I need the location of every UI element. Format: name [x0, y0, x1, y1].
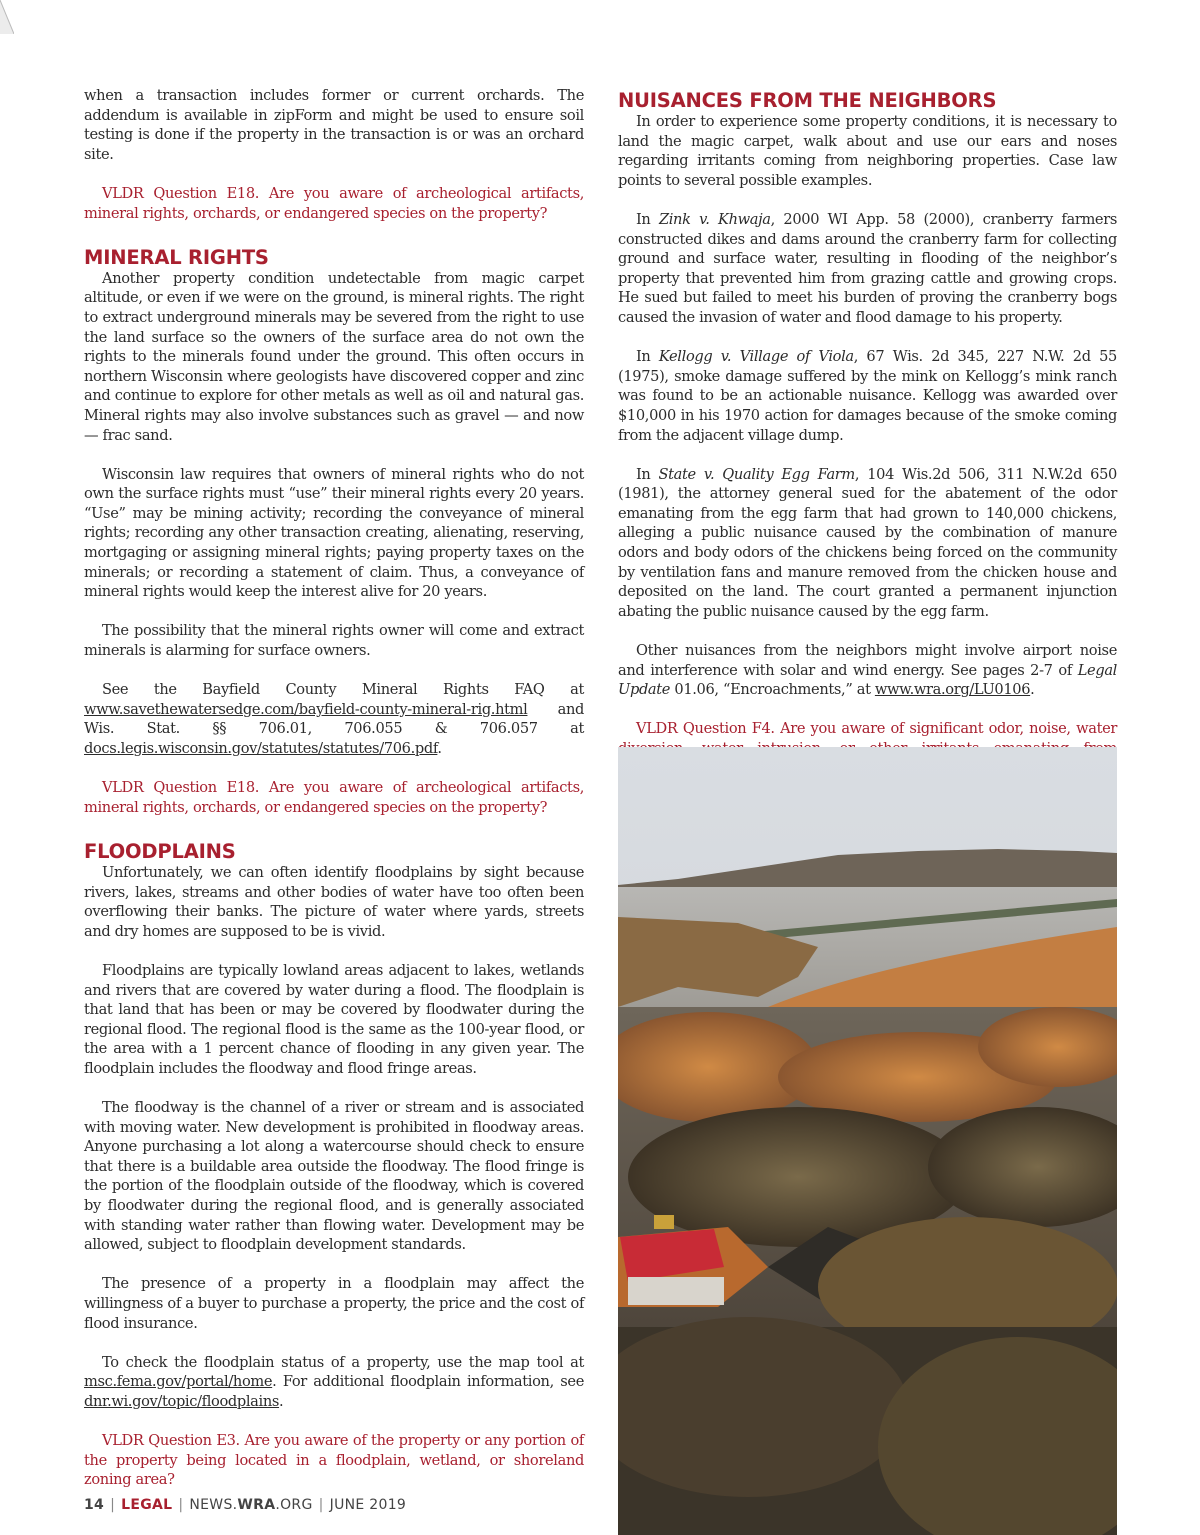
text-run: and Wis. Stat. §§ 706.01, 706.055 & 706.057 at: [84, 700, 584, 738]
legal-update-link[interactable]: www.wra.org/LU0106: [874, 681, 1031, 699]
text-run: In: [636, 210, 659, 228]
text-run: .: [279, 1393, 284, 1410]
issue-date: JUNE 2019: [329, 1497, 407, 1513]
kellogg-case-paragraph: [618, 347, 1117, 445]
text-run: , 67 Wis. 2d 345, 227 N.W. 2d 55 (1975), smoke damage suffered by the mink on Kellogg’s mink ranch was found to be an actionable nuisance. Kellogg was awarded over $10,000 in his 1970 action for damages because of the smoke coming from the adjacent village dump.: [618, 348, 1117, 444]
flood-photo-illustration: [618, 747, 1117, 1535]
text-run: , 104 Wis.2d 506, 311 N.W.2d 650 (1981), the attorney general sued for the abatement of the odor emanating from the egg farm that had grown to 140,000 chickens, alleging a public nuisance caused by the combination of manure odors and body odors of the chickens being forced on the community by ventilation fans and manure removed from the chicken house and deposited on the land. The court granted a permanent injunction abating the public nuisance caused by the egg farm.: [618, 465, 1117, 620]
text-run: . For additional floodplain information, see: [272, 1373, 584, 1391]
mineral-rights-paragraph-3: The possibility that the mineral rights owner will come and extract minerals is alarming for surface owners.: [84, 622, 584, 660]
floodplains-paragraph-4: The presence of a property in a floodplain may affect the willingness of a buyer to purchase a property, the price and the cost of flood insurance.: [84, 1275, 584, 1332]
text-run: In: [636, 465, 659, 483]
footer-separator: |: [110, 1497, 116, 1513]
vldr-question-e18-repeat: VLDR Question E18. Are you aware of archeological artifacts, mineral rights, orchards, or endangered species on the property?: [84, 779, 584, 816]
footer-separator: |: [318, 1497, 324, 1513]
left-column: [84, 86, 584, 1510]
zink-case-paragraph: [618, 210, 1117, 328]
mineral-rights-heading: MINERAL RIGHTS: [84, 245, 269, 269]
text-run: In: [636, 348, 659, 366]
fema-map-link[interactable]: msc.fema.gov/portal/home: [84, 1373, 273, 1391]
vldr-question-f4: VLDR Question F4. Are you aware of significant odor, noise, water: [636, 720, 1117, 738]
floodplains-heading: FLOODPLAINS: [84, 839, 236, 863]
nuisances-paragraph-1: In order to experience some property conditions, it is necessary to land the magic carpet, walk about and use our ears and noses regarding irritants coming from neighboring properties. Case law points to several possible examples.: [618, 113, 1117, 189]
egg-farm-case-paragraph: [618, 465, 1117, 622]
text-run: .: [1030, 681, 1035, 699]
case-name: Zink v. Khwaja: [658, 210, 771, 228]
mineral-rights-paragraph-2: Wisconsin law requires that owners of mineral rights who do not own the surface rights must “use” their mineral rights every 20 years. “Use” may be mining activity; recording the conveyance of mineral rights; recording any other transaction creating, alienating, reserving, mortgaging or assigning mineral rights; paying property taxes on the minerals; or recording a statement of claim. Thus, a conveyance of mineral rights would keep the interest alive for 20 years.: [84, 465, 584, 601]
site-name-suffix: .ORG: [275, 1497, 313, 1513]
floodplains-paragraph-5: [84, 1353, 584, 1412]
right-column: [618, 86, 1117, 798]
text-run: , 2000 WI App. 58 (2000), cranberry farmers constructed dikes and dams around the cranberry farm for collecting ground and surface water, resulting in flooding of the neighbor’s property that prevented him from grazing cattle and growing crops. He sued but failed to meet his burden of proving the cranberry bogs caused the invasion of water and flood damage to his property.: [618, 210, 1117, 326]
text-run: See the Bayfield County Mineral Rights FAQ at: [102, 681, 584, 699]
mineral-rights-paragraph-1: Another property condition undetectable from magic carpet altitude, or even if we were on the ground, is mineral rights. The right to extract underground minerals may be severed from the right to use the land surface so the owners of the surface area do not own the rights to the minerals found under the ground. This often occurs in northern Wisconsin where geologists have discovered copper and zinc and continue to explore for other metals as well as oil and natural gas. Mineral rights may also involve substances such as gravel — and now — frac sand.: [84, 269, 584, 444]
yellow-vehicle: [654, 1215, 674, 1229]
page-number: 14: [84, 1497, 105, 1513]
publication-name: Legal Update: [618, 661, 1117, 699]
site-name-prefix: NEWS.: [189, 1497, 238, 1513]
mineral-rights-paragraph-4: [84, 680, 584, 758]
footer-separator: |: [178, 1497, 184, 1513]
nuisances-heading: NUISANCES FROM THE NEIGHBORS: [618, 89, 997, 112]
section-name: LEGAL: [121, 1497, 173, 1513]
vldr-question-e3: VLDR Question E3. Are you aware of the property or any portion of the property being located in a floodplain, wetland, or shoreland zoning area?: [84, 1432, 584, 1489]
wis-statutes-link[interactable]: docs.legis.wisconsin.gov/statutes/statutes/706.pdf: [84, 740, 438, 757]
bayfield-faq-link[interactable]: www.savethewatersedge.com/bayfield-county-mineral-rig.html: [84, 700, 528, 718]
text-run: 01.06, “Encroachments,” at: [670, 681, 875, 699]
orchard-paragraph: when a transaction includes former or current orchards. The addendum is available in zipForm and might be used to ensure soil testing is done if the property in the transaction is or was an orchard site.: [84, 87, 584, 163]
floodplains-paragraph-3: The floodway is the channel of a river or stream and is associated with moving water. New development is prohibited in floodway areas. Anyone purchasing a lot along a watercourse should check to ensure that there is a buildable area outside the floodway. The flood fringe is the portion of the floodplain outside of the floodway, which is covered by floodwater during the regional flood, and is generally associated with standing water rather than flowing water. Development may be allowed, subject to floodplain development standards.: [84, 1099, 584, 1254]
flood-aerial-photo: [618, 747, 1117, 1535]
floodplains-paragraph-2: Floodplains are typically lowland areas adjacent to lakes, wetlands and rivers that are covered by water during a flood. The floodplain is that land that has been or may be covered by floodwater during the regional flood. The regional flood is the same as the 100-year flood, or the area with a 1 percent chance of flooding in any given year. The floodplain includes the floodway and flood fringe areas.: [84, 961, 584, 1077]
dnr-floodplains-link[interactable]: dnr.wi.gov/topic/floodplains: [84, 1393, 280, 1410]
house-wall: [628, 1277, 724, 1305]
text-run: To check the floodplain status of a property, use the map tool at: [102, 1353, 584, 1371]
text-run: .: [437, 740, 442, 757]
vldr-question-e18: VLDR Question E18. Are you aware of archeological artifacts, mineral rights, orchards, or endangered species on the property?: [84, 184, 584, 222]
other-nuisances-paragraph: [618, 641, 1117, 700]
floodplains-paragraph-1: Unfortunately, we can often identify floodplains by sight because rivers, lakes, streams and other bodies of water have too often been overflowing their banks. The picture of water where yards, streets and dry homes are supposed to be is vivid.: [84, 863, 584, 940]
case-name: Kellogg v. Village of Viola: [658, 348, 854, 366]
page-corner-fold: [0, 0, 14, 34]
site-name-brand: WRA: [237, 1497, 276, 1513]
page-footer: [84, 1497, 406, 1513]
case-name: State v. Quality Egg Farm: [658, 465, 855, 483]
text-run: Other nuisances from the neighbors might involve airport noise and interference with solar and wind energy. See pages 2-7 of: [618, 642, 1117, 679]
